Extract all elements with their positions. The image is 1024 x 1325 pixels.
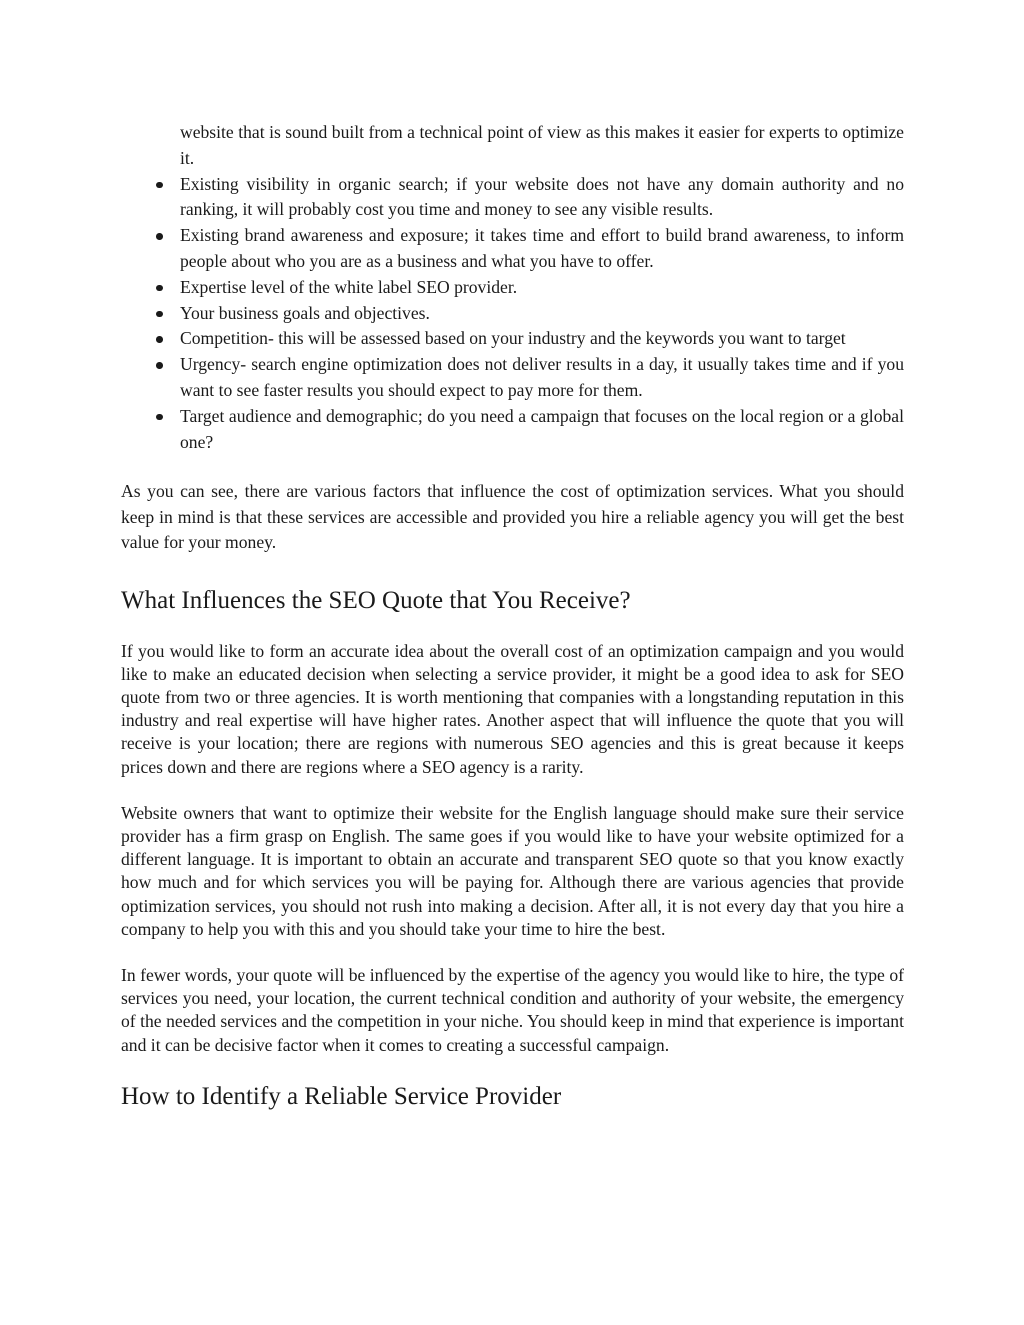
- list-item-text: Existing brand awareness and exposure; it takes time and effort to build brand awareness, to inform people about who you are as a business and what you have to offer.: [180, 225, 904, 271]
- bullet-icon: [156, 414, 163, 421]
- list-item-continuation: [121, 120, 904, 172]
- factor-list: [121, 120, 904, 455]
- list-item: [121, 275, 904, 301]
- paragraph: Website owners that want to optimize their website for the English language should make sure their service provider has a firm grasp on English. The same goes if you would like to have your website optimized for a different language. It is important to obtain an accurate and transparent SEO quote so that you know exactly how much and for which services you will be paying for. Although there are various agencies that provide optimization services, you should not rush into making a decision. After all, it is not every day that you hire a company to help you with this and you should take your time to hire the best.: [121, 802, 904, 939]
- bullet-icon: [156, 311, 163, 318]
- paragraph: If you would like to form an accurate idea about the overall cost of an optimization campaign and you would like to make an educated decision when selecting a service provider, it might be a good idea to ask for SEO quote from two or three agencies. It is worth mentioning that companies with a longstanding reputation in this industry and real expertise will have higher rates. Another aspect that will influence the quote that you will receive is your location; there are regions with numerous SEO agencies and this is great because it keeps prices down and there are regions where a SEO agency is a rarity.: [121, 640, 904, 777]
- bullet-icon: [156, 285, 163, 292]
- summary-paragraph: As you can see, there are various factors that influence the cost of optimization services. What you should keep in mind is that these services are accessible and provided you hire a reliable agency you will get the best value for your money.: [121, 481, 904, 553]
- section-heading-reliable-provider: How to Identify a Reliable Service Provider: [121, 1082, 562, 1110]
- list-item: [121, 301, 904, 327]
- bullet-icon: [156, 182, 163, 189]
- bullet-icon: [156, 233, 163, 240]
- list-item-text: Expertise level of the white label SEO provider.: [180, 276, 518, 297]
- list-item: [121, 172, 904, 224]
- list-item-text: Urgency- search engine optimization does not deliver results in a day, it usually takes time and if you want to see faster results you should expect to pay more for them.: [180, 354, 904, 400]
- list-item-text: website that is sound built from a technical point of view as this makes it easier for experts to optimize it.: [180, 122, 904, 168]
- list-item-text: Target audience and demographic; do you need a campaign that focuses on the local region or a global one?: [180, 405, 904, 452]
- list-item: [121, 404, 904, 456]
- list-item-text: Your business goals and objectives.: [180, 302, 430, 323]
- section-heading-seo-quote: What Influences the SEO Quote that You Receive?: [121, 586, 631, 614]
- document-page: [121, 120, 904, 1113]
- list-item: [121, 326, 904, 352]
- bullet-icon: [156, 336, 163, 343]
- list-item: [121, 223, 904, 275]
- list-item: [121, 352, 904, 404]
- bullet-icon: [156, 362, 163, 369]
- list-item-text: Competition- this will be assessed based on your industry and the keywords you want to target: [180, 328, 846, 349]
- list-item-text: Existing visibility in organic search; if your website does not have any domain authority and no ranking, it will probably cost you time and money to see any visible results.: [180, 173, 904, 220]
- paragraph: In fewer words, your quote will be influenced by the expertise of the agency you would like to hire, the type of services you need, your location, the current technical condition and authority of your website, the emergency of the needed services and the competition in your niche. You should keep in mind that experience is important and it can be decisive factor when it comes to creating a successful campaign.: [121, 965, 904, 1055]
